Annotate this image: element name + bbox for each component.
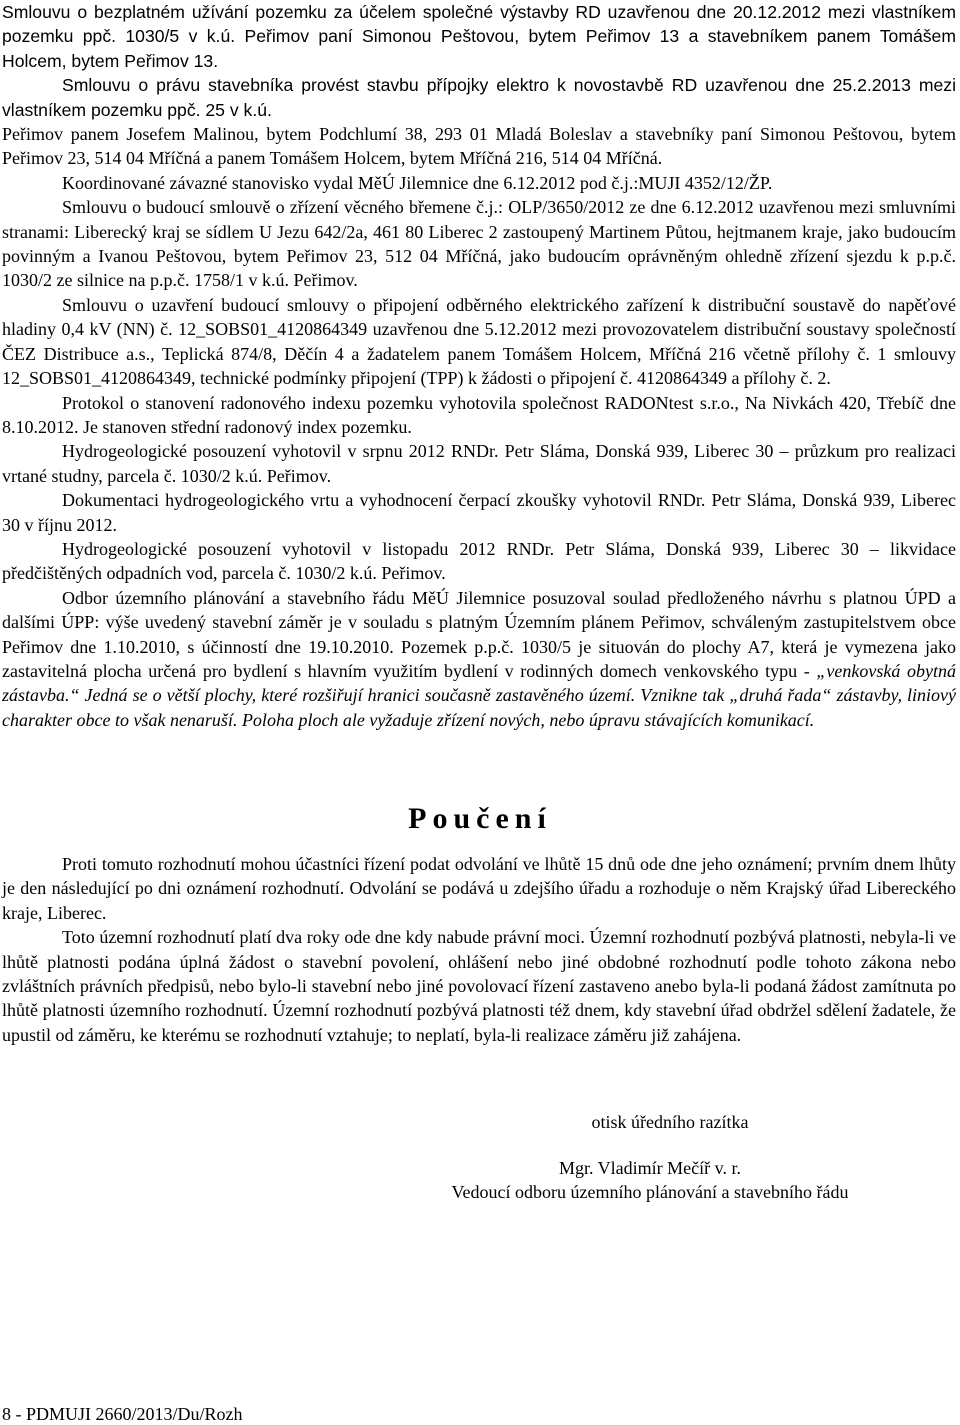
instruction-section [2,852,956,1047]
paragraph-radon-protocol: Protokol o stanovení radonového indexu pozemku vyhotovila společnost RADONtest s.r.o., Na Nivkách 420, Třebíč dne 8.10.2012. Je stanoven střední radonový index pozemku. [2,392,956,437]
paragraph-electric-connection-parties: Peřimov panem Josefem Malinou, bytem Podchlumí 38, 293 01 Mladá Boleslav a stavebníky paní Simonou Peštovou, bytem Peřimov 23, 514 04 Mříčná a panem Tomášem Holcem, bytem Mříčná 216, 514 04 Mříčná. [2,124,956,169]
planning-assessment-italic: „venkovská obytná zástavba.“ Jedná se o větší plochy, které rozšiřují hranici současně zastavěného území. Vznikne tak „druhá řada“ zástavby, liniový charakter obce to však nenaruší. Poloha ploch ale vyžaduje zřízení nových, nebo úpravu stávajících komunikací. [2,660,956,730]
signatory-role: Vedoucí odboru územního plánování a stavebního řádu [451,1182,849,1202]
signatory-name: Mgr. Vladimír Mečíř v. r. [559,1158,741,1178]
paragraph-easement-agreement: Smlouvu o budoucí smlouvě o zřízení věcného břemene č.j.: OLP/3650/2012 ze dne 6.12.2012 uzavřenou mezi smluvními stranami: Liberecký kraj se sídlem U Jezu 642/2a, 461 80 Liberec 2 zastoupený Martinem Půtou, hejtmanem kraje, jako budoucím povinným a Ivanou Peštovou, bytem Peřimov 23, 512 04 Mříčná, jako budoucím oprávněným ohledně zřízení sjezdu k p.p.č. 1030/2 ze silnice na p.p.č. 1758/1 v k.ú. Peřimov. [2,197,956,291]
paragraph-appeal: Proti tomuto rozhodnutí mohou účastníci řízení podat odvolání ve lhůtě 15 dnů ode dne jeho oznámení; prvním dnem lhůty je den následující po dni oznámení rozhodnutí. Odvolání se podává u zdejšího úřadu a rozhoduje o něm Krajský úřad Libereckého kraje, Liberec. [2,854,956,923]
section-heading: Poučení [408,802,552,835]
planning-assessment-text: Odbor územního plánování a stavebního řádu MěÚ Jilemnice posuzoval soulad předloženého návrhu s platnou ÚPD a dalšími ÚPP: výše uvedený stavební záměr je v souladu s platným Územním plánem Peřimov, schváleným zastupitelstvem obce Peřimov dne 1.10.2010, s účinností dne 19.10.2010. Pozemek p.p.č. 1030/5 je situován do plochy A7, která je vymezena jako zastavitelná plocha určená pro bydlení s hlavním využitím bydlení v rodinných domech venkovského typu - [2,587,956,681]
paragraph-usage-agreement: Smlouvu o bezplatném užívání pozemku za účelem společné výstavby RD uzavřenou dne 20.12.2012 mezi vlastníkem pozemku ppč. 1030/5 v k.ú. Peřimov paní Simonou Peštovou, bytem Peřimov 13 a stavebníkem panem Tomášem Holcem, bytem Peřimov 13. [2,2,956,71]
paragraph-hydrogeology-documentation: Dokumentaci hydrogeologického vrtu a vyhodnocení čerpací zkoušky vyhotovil RNDr. Petr Sláma, Donská 939, Liberec 30 v říjnu 2012. [2,490,956,535]
paragraph-hydrogeology-well: Hydrogeologické posouzení vyhotovil v srpnu 2012 RNDr. Petr Sláma, Donská 939, Liberec 30 – průzkum pro realizaci vrtané studny, parcela č. 1030/2 k.ú. Peřimov. [2,441,956,486]
paragraph-validity: Toto územní rozhodnutí platí dva roky ode dne kdy nabude právní moci. Územní rozhodnutí pozbývá platnosti, nebyla-li ve lhůtě platnosti podána úplná žádost o stavební povolení, ohlášení nebo jiné obdobné rozhodnutí podle tohoto zákona nebo zvláštních právních předpisů, nebo bylo-li stavební nebo jiné povolovací řízení zastaveno anebo byla-li podaná žádost zamítnuta po lhůtě platnosti územního rozhodnutí. Územní rozhodnutí pozbývá platnosti též dnem, kdy stavební úřad obdržel sdělení žadatele, že upustil od záměru, ke kterému se rozhodnutí vztahuje; to neplatí, byla-li realizace záměru již zahájena. [2,927,956,1045]
paragraph-planning-assessment [2,586,956,732]
stamp-placeholder: otisk úředního razítka [591,1112,749,1132]
paragraph-binding-opinion: Koordinované závazné stanovisko vydal MěÚ Jilemnice dne 6.12.2012 pod č.j.:MUJI 4352/12/ŽP. [62,172,773,193]
document-body [2,0,956,732]
paragraph-hydrogeology-wastewater: Hydrogeologické posouzení vyhotovil v listopadu 2012 RNDr. Petr Sláma, Donská 939, Liberec 30 – likvidace předčištěných odpadních vod, parcela č. 1030/2 k.ú. Peřimov. [2,538,956,584]
paragraph-electric-connection-agreement: Smlouvu o právu stavebníka provést stavbu přípojky elektro k novostavbě RD uzavřenou dne 25.2.2013 mezi vlastníkem pozemku ppč. 25 v k.ú. [2,75,956,120]
document-reference: 8 - PDMUJI 2660/2013/Du/Rozh [2,1404,243,1424]
paragraph-grid-connection-agreement: Smlouvu o uzavření budoucí smlouvy o připojení odběrného elektrického zařízení k distribuční soustavě do napěťové hladiny 0,4 kV (NN) č. 12_SOBS01_4120864349 uzavřenou dne 5.12.2012 mezi provozovatelem distribuční soustavy společností ČEZ Distribuce a.s., Teplická 874/8, Děčín 4 a žadatelem panem Tomášem Holcem, Mříčná 216 včetně přílohy č. 1 smlouvy 12_SOBS01_4120864349, technické podmínky připojení (TPP) k žádosti o připojení č. 4120864349 a přílohy č. 2. [2,294,956,389]
